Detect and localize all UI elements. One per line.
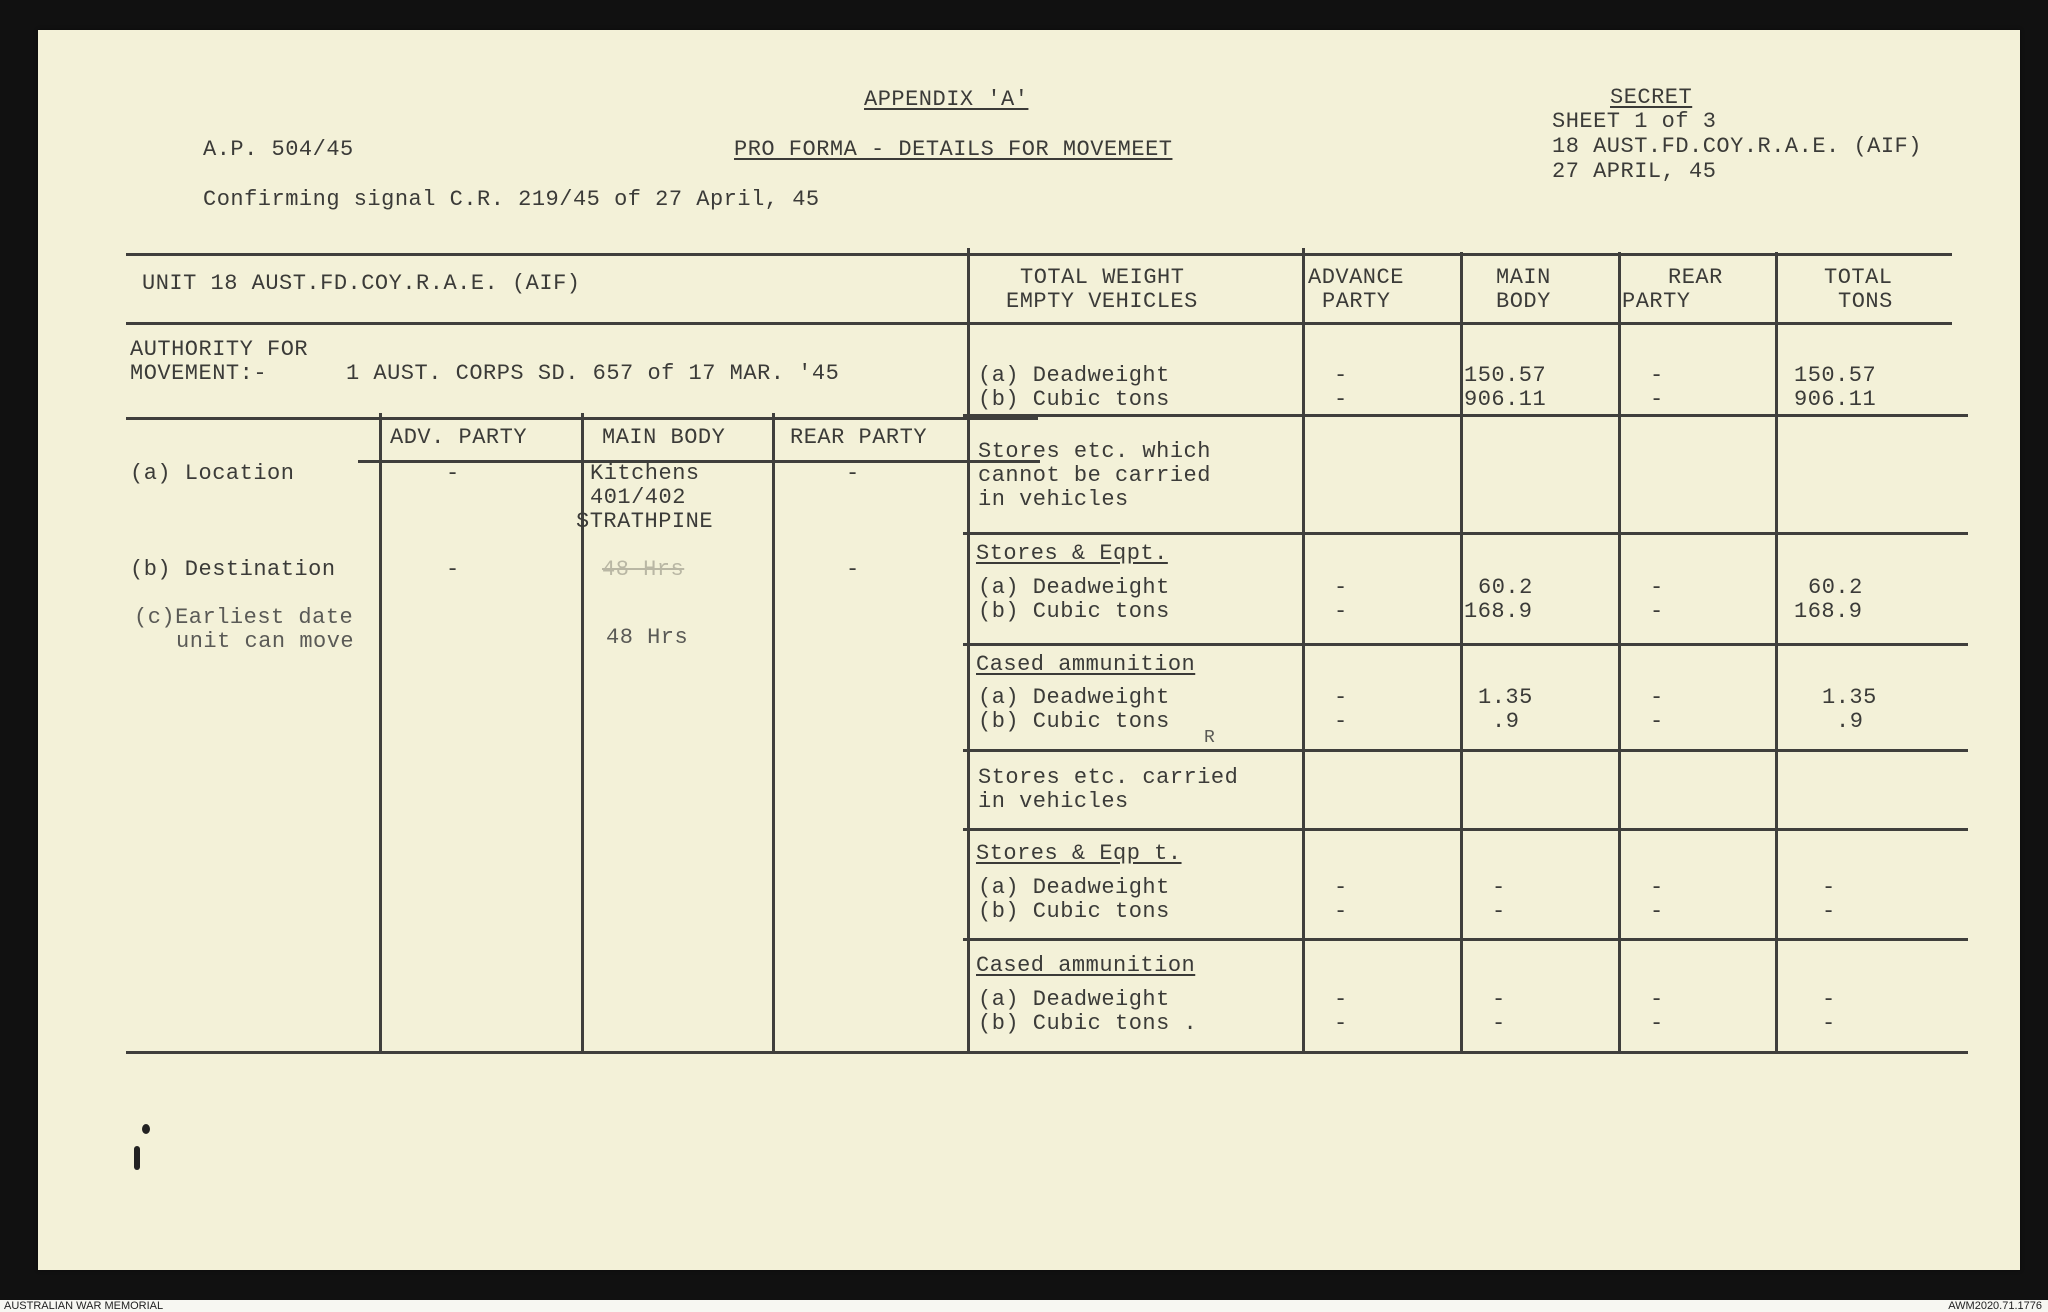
row2-rule (963, 532, 1968, 535)
rear-party-divider (772, 413, 775, 1053)
weight-header-line1: TOTAL WEIGHT (1020, 265, 1185, 290)
row4-rule (963, 749, 1968, 752)
row3-total-cubic: 168.9 (1794, 599, 1863, 624)
rear-column-divider (1618, 252, 1621, 1053)
row4-cubic-label: (b) Cubic tons (978, 709, 1170, 734)
row6-adv-cubic: - (1334, 899, 1348, 924)
row1-total-cubic: 906.11 (1794, 387, 1877, 412)
earliest-date-label-line1: (c)Earliest date (134, 605, 354, 630)
row3-main-cubic: 168.9 (1464, 599, 1533, 624)
classification-label: SECRET (1610, 85, 1693, 110)
adv-party-header: ADV. PARTY (390, 425, 528, 450)
row4-margin-mark: R (1204, 728, 1216, 748)
row3-cubic-label: (b) Cubic tons (978, 599, 1170, 624)
row4-adv-deadweight: - (1334, 685, 1348, 710)
main-body-header: MAIN BODY (602, 425, 726, 450)
archive-accession-number: AWM2020.71.1776 (1948, 1300, 2042, 1312)
adv-party-divider (379, 413, 382, 1053)
location-adv: - (446, 461, 460, 486)
row5-line1: Stores etc. carried (978, 765, 1239, 790)
row6-rear-cubic: - (1650, 899, 1664, 924)
row3-adv-cubic: - (1334, 599, 1348, 624)
main-header-line2: BODY (1496, 289, 1551, 314)
destination-label: (b) Destination (130, 557, 336, 582)
row3-rear-cubic: - (1650, 599, 1664, 624)
row6-rule (963, 938, 1968, 941)
paper-blemish (142, 1124, 150, 1134)
row6-total-cubic: - (1822, 899, 1836, 924)
earliest-date-main: 48 Hrs (606, 625, 689, 650)
row2-line1: Stores etc. which (978, 439, 1211, 464)
row1-main-cubic: 906.11 (1464, 387, 1547, 412)
row7-adv-deadweight: - (1334, 987, 1348, 1012)
row6-main-deadweight: - (1492, 875, 1506, 900)
main-column-divider (1460, 252, 1463, 1053)
archive-credit: AUSTRALIAN WAR MEMORIAL (4, 1300, 164, 1312)
destination-rear: - (846, 557, 860, 582)
row7-total-deadweight: - (1822, 987, 1836, 1012)
row6-adv-deadweight: - (1334, 875, 1348, 900)
row4-main-deadweight: 1.35 (1478, 685, 1533, 710)
row2-line2: cannot be carried (978, 463, 1211, 488)
location-rear: - (846, 461, 860, 486)
advance-header-line2: PARTY (1322, 289, 1391, 314)
row1-rule (963, 414, 1968, 417)
row1-rear-deadweight: - (1650, 363, 1664, 388)
row6-deadweight-label: (a) Deadweight (978, 875, 1170, 900)
row4-deadweight-label: (a) Deadweight (978, 685, 1170, 710)
row3-main-deadweight: 60.2 (1478, 575, 1533, 600)
row7-main-deadweight: - (1492, 987, 1506, 1012)
row7-rear-cubic: - (1650, 1011, 1664, 1036)
main-header-line1: MAIN (1496, 265, 1551, 290)
table-top-rule (126, 253, 1952, 256)
row7-deadweight-label: (a) Deadweight (978, 987, 1170, 1012)
earliest-date-label-line2: unit can move (176, 629, 355, 654)
location-main-line1: Kitchens (590, 461, 700, 486)
row1-cubic-label: (b) Cubic tons (978, 387, 1170, 412)
row3-heading: Stores & Eqpt. (976, 541, 1168, 566)
row1-total-deadweight: 150.57 (1794, 363, 1877, 388)
row1-adv-deadweight: - (1334, 363, 1348, 388)
row4-main-cubic: .9 (1492, 709, 1520, 734)
advance-header-line1: ADVANCE (1308, 265, 1404, 290)
location-label: (a) Location (130, 461, 295, 486)
row3-rule (963, 643, 1968, 646)
row4-total-cubic: .9 (1836, 709, 1864, 734)
confirming-signal: Confirming signal C.R. 219/45 of 27 April, 45 (203, 187, 820, 212)
row4-heading: Cased ammunition (976, 652, 1196, 677)
row7-rear-deadweight: - (1650, 987, 1664, 1012)
unit-heading: 18 AUST.FD.COY.R.A.E. (AIF) (1552, 134, 1922, 159)
row5-rule (963, 828, 1968, 831)
reference-number: A.P. 504/45 (203, 137, 354, 162)
row7-main-cubic: - (1492, 1011, 1506, 1036)
row7-cubic-label: (b) Cubic tons . (978, 1011, 1198, 1036)
weight-column-divider (967, 248, 970, 1053)
row7-total-cubic: - (1822, 1011, 1836, 1036)
row7-adv-cubic: - (1334, 1011, 1348, 1036)
row1-rear-cubic: - (1650, 387, 1664, 412)
sheet-number: SHEET 1 of 3 (1552, 109, 1717, 134)
rear-party-header: REAR PARTY (790, 425, 928, 450)
total-header-line1: TOTAL (1824, 265, 1893, 290)
row6-cubic-label: (b) Cubic tons (978, 899, 1170, 924)
row6-main-cubic: - (1492, 899, 1506, 924)
rear-header-line2: PARTY (1622, 289, 1691, 314)
row3-total-deadweight: 60.2 (1808, 575, 1863, 600)
location-main-line2: 401/402 (590, 485, 686, 510)
row1-adv-cubic: - (1334, 387, 1348, 412)
document-date: 27 APRIL, 45 (1552, 159, 1717, 184)
row4-rear-cubic: - (1650, 709, 1664, 734)
total-header-line2: TONS (1838, 289, 1893, 314)
row3-rear-deadweight: - (1650, 575, 1664, 600)
destination-adv: - (446, 557, 460, 582)
row2-line3: in vehicles (978, 487, 1129, 512)
header-rule (126, 322, 1952, 325)
row4-adv-cubic: - (1334, 709, 1348, 734)
authority-label-line2: MOVEMENT:- (130, 361, 268, 386)
row1-deadweight-label: (a) Deadweight (978, 363, 1170, 388)
total-column-divider (1775, 252, 1778, 1053)
document-sheet (38, 30, 2020, 1270)
table-bottom-rule (126, 1051, 1968, 1054)
weight-header-line2: EMPTY VEHICLES (1006, 289, 1198, 314)
unit-name: UNIT 18 AUST.FD.COY.R.A.E. (AIF) (142, 271, 581, 296)
row1-main-deadweight: 150.57 (1464, 363, 1547, 388)
row4-total-deadweight: 1.35 (1822, 685, 1877, 710)
row7-heading: Cased ammunition (976, 953, 1196, 978)
row6-heading: Stores & Eqp t. (976, 841, 1182, 866)
row6-rear-deadweight: - (1650, 875, 1664, 900)
rear-header-line1: REAR (1668, 265, 1723, 290)
row4-rear-deadweight: - (1650, 685, 1664, 710)
authority-label-line1: AUTHORITY FOR (130, 337, 309, 362)
advance-column-divider (1302, 248, 1305, 1053)
destination-main-struck: 48 Hrs (602, 557, 685, 582)
authority-value: 1 AUST. CORPS SD. 657 of 17 MAR. '45 (346, 361, 840, 386)
paper-blemish (134, 1146, 140, 1170)
form-title: PRO FORMA - DETAILS FOR MOVEMEET (734, 137, 1173, 162)
row5-line2: in vehicles (978, 789, 1129, 814)
row6-total-deadweight: - (1822, 875, 1836, 900)
location-main-line3: STRATHPINE (576, 509, 714, 534)
row3-deadweight-label: (a) Deadweight (978, 575, 1170, 600)
row3-adv-deadweight: - (1334, 575, 1348, 600)
appendix-title: APPENDIX 'A' (864, 87, 1029, 112)
